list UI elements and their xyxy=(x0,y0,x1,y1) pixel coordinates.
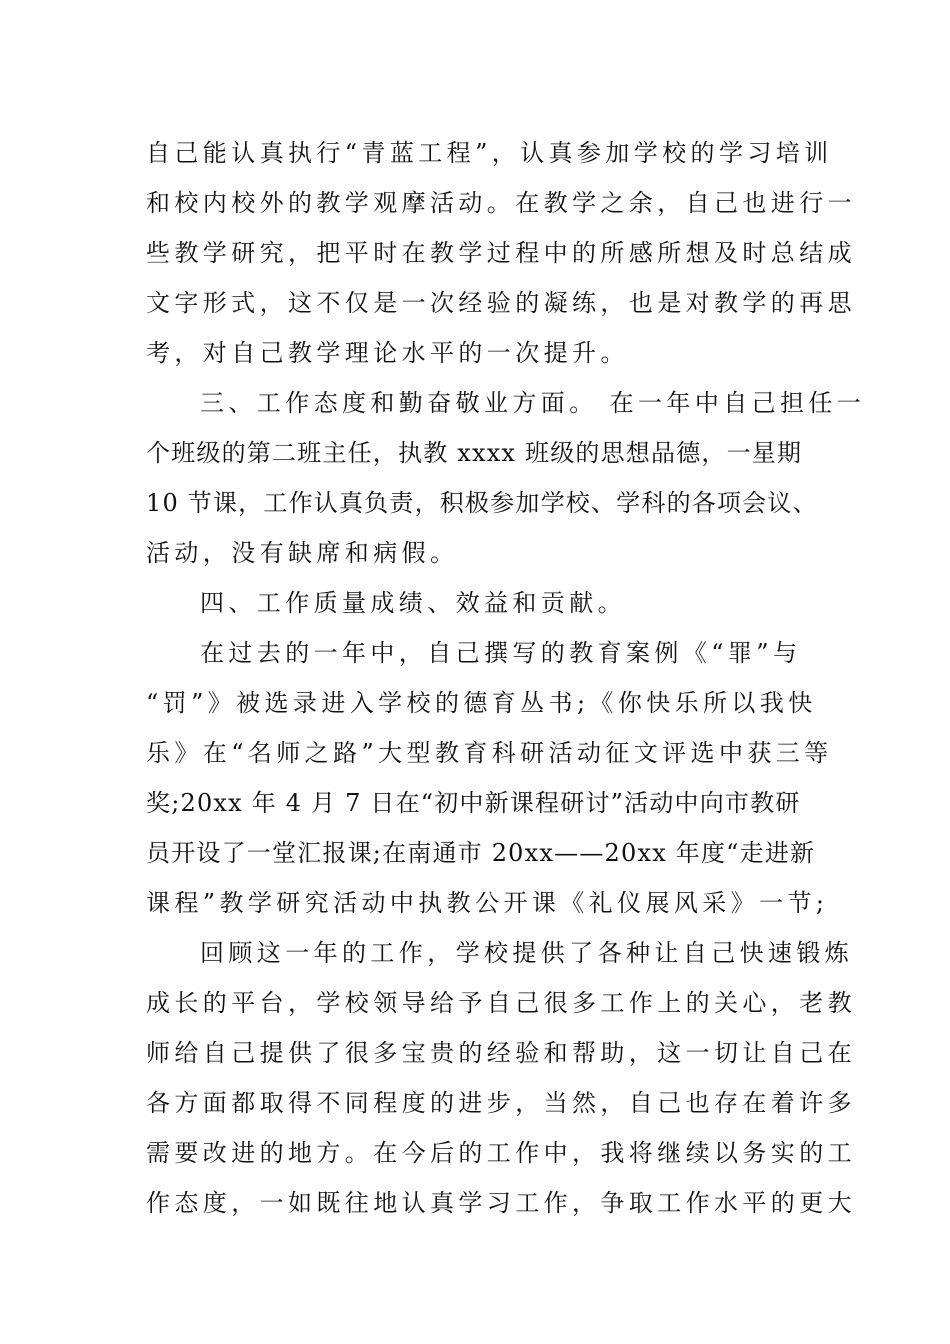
text-line: 自己能认真执行“青蓝工程”，认真参加学校的学习培训 xyxy=(146,139,833,167)
text-line: 需要改进的地方。在今后的工作中，我将继续以务实的工 xyxy=(146,1139,856,1167)
section-heading-attitude: 三、工作态度和勤奋敬业方面。 在一年中自己担任一 xyxy=(200,389,866,417)
text-line: 乐》在“名师之路”大型教育科研活动征文评选中获三等 xyxy=(146,739,833,767)
text-line: 回顾这一年的工作，学校提供了各种让自己快速锻炼 xyxy=(200,939,854,967)
text-line: 师给自己提供了很多宝贵的经验和帮助，这一切让自己在 xyxy=(146,1039,856,1067)
text-line: 作态度，一如既往地认真学习工作，争取工作水平的更大 xyxy=(146,1189,856,1217)
text-line: 些教学研究，把平时在教学过程中的所感所想及时总结成 xyxy=(146,239,856,267)
text-line: 课程”教学研究活动中执教公开课《礼仪展风采》一节; xyxy=(146,889,829,917)
section-heading-quality: 四、工作质量成绩、效益和贡献。 xyxy=(200,589,626,617)
text-line: 个班级的第二班主任，执教 xxxx 班级的思想品德，一星期 xyxy=(146,439,803,467)
text-line: “罚”》被选录进入学校的德育丛书;《你快乐所以我快 xyxy=(146,689,817,717)
text-line: 考，对自己教学理论水平的一次提升。 xyxy=(146,339,629,367)
text-line: 奖;20xx 年 4 月 7 日在“初中新课程研讨”活动中向市教研 xyxy=(146,789,801,817)
text-line: 各方面都取得不同程度的进步，当然，自己也存在着许多 xyxy=(146,1089,856,1117)
text-line: 活动，没有缺席和病假。 xyxy=(146,539,459,567)
text-line: 和校内校外的教学观摩活动。在教学之余，自己也进行一 xyxy=(146,189,856,217)
text-line: 在过去的一年中，自己撰写的教育案例《“罪”与 xyxy=(200,639,802,667)
text-line: 文字形式，这不仅是一次经验的凝练，也是对教学的再思 xyxy=(146,289,856,317)
text-line: 10 节课，工作认真负责，积极参加学校、学科的各项会议、 xyxy=(146,489,818,517)
text-line: 成长的平台，学校领导给予自己很多工作上的关心，老教 xyxy=(146,989,856,1017)
document-body xyxy=(146,128,866,1228)
text-line: 员开设了一堂汇报课;在南通市 20xx——20xx 年度“走进新 xyxy=(146,839,816,867)
